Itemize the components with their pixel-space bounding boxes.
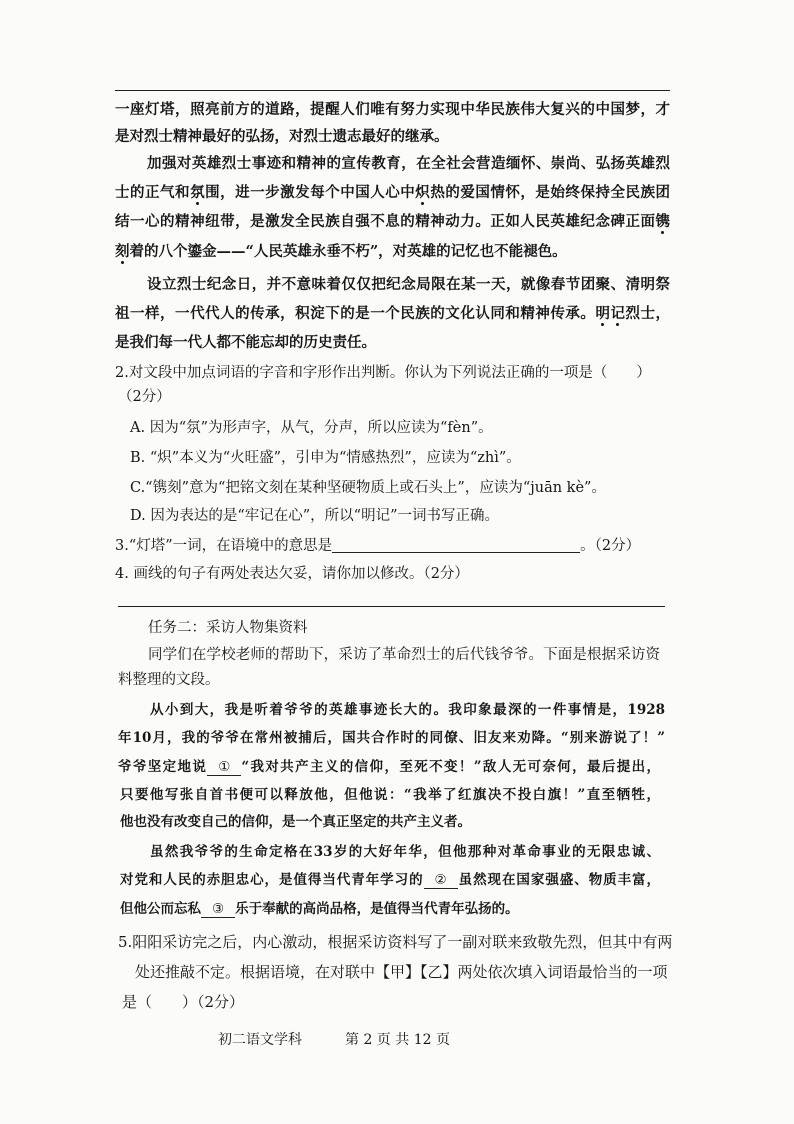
interview-text: 他也没有改变自己的信仰，是一个真正坚定的共产主义者。 bbox=[120, 814, 471, 830]
interview-text: 只要他写张自首书便可以释放他，但他说：“我举了红旗决不投白旗！”直至牺牲， bbox=[120, 787, 660, 803]
question-5-line bbox=[122, 992, 244, 1012]
passage-text: 一座灯塔，照亮前方的道路，提醒人们唯有努力实现中华民族伟大复兴的中国梦，才 bbox=[115, 101, 670, 118]
question-3 bbox=[115, 536, 640, 556]
blank-3: ③ bbox=[201, 901, 235, 918]
dotted-word: 氛 bbox=[190, 184, 206, 201]
option-a bbox=[130, 418, 493, 438]
dotted-word: 镌 bbox=[655, 213, 670, 230]
option-text: B. “炽”本义为“火旺盛”，引申为“情感热烈”，应读为“zhì”。 bbox=[130, 450, 521, 466]
dotted-word: 刻 bbox=[115, 243, 130, 260]
option-text: D. 因为表达的是“牢记在心”，所以“明记”一词书写正确。 bbox=[130, 508, 499, 524]
interview-text: 乐于奉献的高尚品格，是值得当代青年弘扬的。 bbox=[235, 901, 519, 917]
question-text: 。（2分） bbox=[580, 538, 641, 554]
passage-text: 烈士， bbox=[625, 305, 671, 322]
section-divider bbox=[118, 606, 665, 607]
passage-text: 围，进一步激发每个中国人心中 bbox=[205, 184, 416, 201]
question-text: 2.对文段中加点词语的字音和字形作出判断。你认为下列说法正确的一项是（ ） bbox=[115, 365, 651, 381]
score-text: （2分） bbox=[118, 389, 171, 405]
passage-line bbox=[115, 100, 670, 120]
heading-text: 任务二：采访人物集资料 bbox=[148, 620, 308, 636]
question-text: 处还推敲不定。根据语境，在对联中【甲】【乙】两处依次填入词语最恰当的一项 bbox=[135, 963, 668, 981]
option-text: C.“镌刻”意为“把铭文刻在某种坚硬物质上或石头上”，应读为“juān kè”。 bbox=[130, 480, 606, 496]
interview-text: 虽然现在国家强盛、物质丰富， bbox=[457, 872, 661, 888]
interview-line bbox=[120, 785, 660, 805]
task-2-heading bbox=[148, 618, 308, 638]
top-divider bbox=[115, 90, 670, 91]
passage-text: 祖一样，一代代人的传承，积淀下的是一个民族的文化认同和精神传承。 bbox=[115, 305, 596, 322]
passage-line bbox=[147, 154, 670, 174]
interview-text: 年10月，我的爷爷在常州被捕后，国共合作时的同僚、旧友来劝降。“别来游说了！” bbox=[118, 730, 665, 746]
answer-blank bbox=[332, 538, 580, 553]
passage-line bbox=[115, 304, 670, 324]
interview-line bbox=[150, 700, 665, 720]
interview-text: 虽然我爷爷的生命定格在33岁的大好年华，但他那种对革命事业的无限忠诚、 bbox=[150, 844, 660, 860]
question-text: 3.“灯塔”一词，在语境中的意思是 bbox=[115, 538, 333, 554]
passage-text: 士的正气和 bbox=[115, 184, 191, 201]
passage-line bbox=[115, 212, 670, 232]
interview-line bbox=[118, 757, 660, 777]
intro-text: 料整理的文段。 bbox=[118, 672, 220, 688]
blank-2: ② bbox=[424, 872, 458, 889]
passage-line bbox=[115, 127, 449, 147]
question-4 bbox=[115, 564, 469, 584]
interview-text: 爷爷坚定地说 bbox=[118, 759, 208, 775]
footer-page-text: 第 2 页 共 12 页 bbox=[345, 1032, 450, 1048]
question-text: 4. 画线的句子有两处表达欠妥，请你加以修改。（2分） bbox=[115, 566, 469, 582]
option-c bbox=[130, 478, 606, 498]
question-5-line bbox=[135, 962, 668, 982]
passage-text: 是我们每一代人都不能忘却的历史责任。 bbox=[115, 334, 376, 351]
interview-line bbox=[120, 870, 660, 890]
intro-text: 同学们在学校老师的帮助下，采访了革命烈士的后代钱爷爷。下面是根据采访资 bbox=[148, 647, 660, 663]
passage-text: 设立烈士纪念日，并不意味着仅仅把纪念局限在某一天，就像春节团聚、清明祭 bbox=[147, 276, 670, 293]
passage-line bbox=[147, 275, 670, 295]
interview-line bbox=[118, 728, 665, 748]
dotted-word: 炽 bbox=[415, 184, 431, 201]
question-2-stem bbox=[115, 363, 651, 383]
task-2-intro-line bbox=[118, 670, 220, 690]
passage-text: 结一心的精神纽带，是激发全民族自强不息的精神动力。正如人民英雄纪念碑正面 bbox=[115, 213, 656, 230]
option-text: A. 因为“氛”为形声字，从气，分声，所以应读为“fèn”。 bbox=[130, 420, 493, 436]
question-5-line bbox=[118, 932, 673, 952]
passage-line bbox=[115, 242, 567, 262]
blank-1: ① bbox=[207, 759, 241, 776]
question-text: 是（ ）（2分） bbox=[122, 993, 245, 1011]
passage-text: 着的八个鎏金——“人民英雄永垂不朽”，对英雄的记忆也不能褪色。 bbox=[129, 243, 567, 260]
interview-line bbox=[120, 899, 519, 919]
option-b bbox=[130, 448, 521, 468]
dotted-word: 记 bbox=[610, 305, 626, 322]
passage-text: 加强对英雄烈士事迹和精神的宣传教育，在全社会营造缅怀、崇尚、弘扬英雄烈 bbox=[147, 155, 670, 172]
question-text: 5.阳阳采访完之后，内心激动，根据采访资料写了一副对联来致敬先烈，但其中有两 bbox=[118, 933, 673, 951]
dotted-word: 明 bbox=[595, 305, 611, 322]
interview-text: 从小到大，我是听着爷爷的英雄事迹长大的。我印象最深的一件事情是，1928 bbox=[150, 702, 665, 718]
footer-subject-text: 初二语文学科 bbox=[218, 1032, 302, 1048]
question-2-score bbox=[118, 387, 171, 407]
passage-text: 热的爱国情怀，是始终保持全民族团 bbox=[430, 184, 671, 201]
task-2-intro-line bbox=[148, 645, 660, 665]
interview-text: “我对共产主义的信仰，至死不变！”敌人无可奈何，最后提出， bbox=[241, 759, 661, 775]
passage-line bbox=[115, 183, 670, 203]
interview-line bbox=[120, 812, 471, 832]
interview-text: 对党和人民的赤胆忠心，是值得当代青年学习的 bbox=[120, 872, 424, 888]
interview-line bbox=[150, 842, 660, 862]
footer-page-number bbox=[345, 1030, 450, 1050]
passage-text: 是对烈士精神最好的弘扬，对烈士遗志最好的继承。 bbox=[115, 128, 449, 145]
option-d bbox=[130, 506, 499, 526]
footer-subject bbox=[218, 1030, 302, 1050]
interview-text: 但他公而忘私 bbox=[120, 901, 201, 917]
passage-line bbox=[115, 333, 376, 353]
